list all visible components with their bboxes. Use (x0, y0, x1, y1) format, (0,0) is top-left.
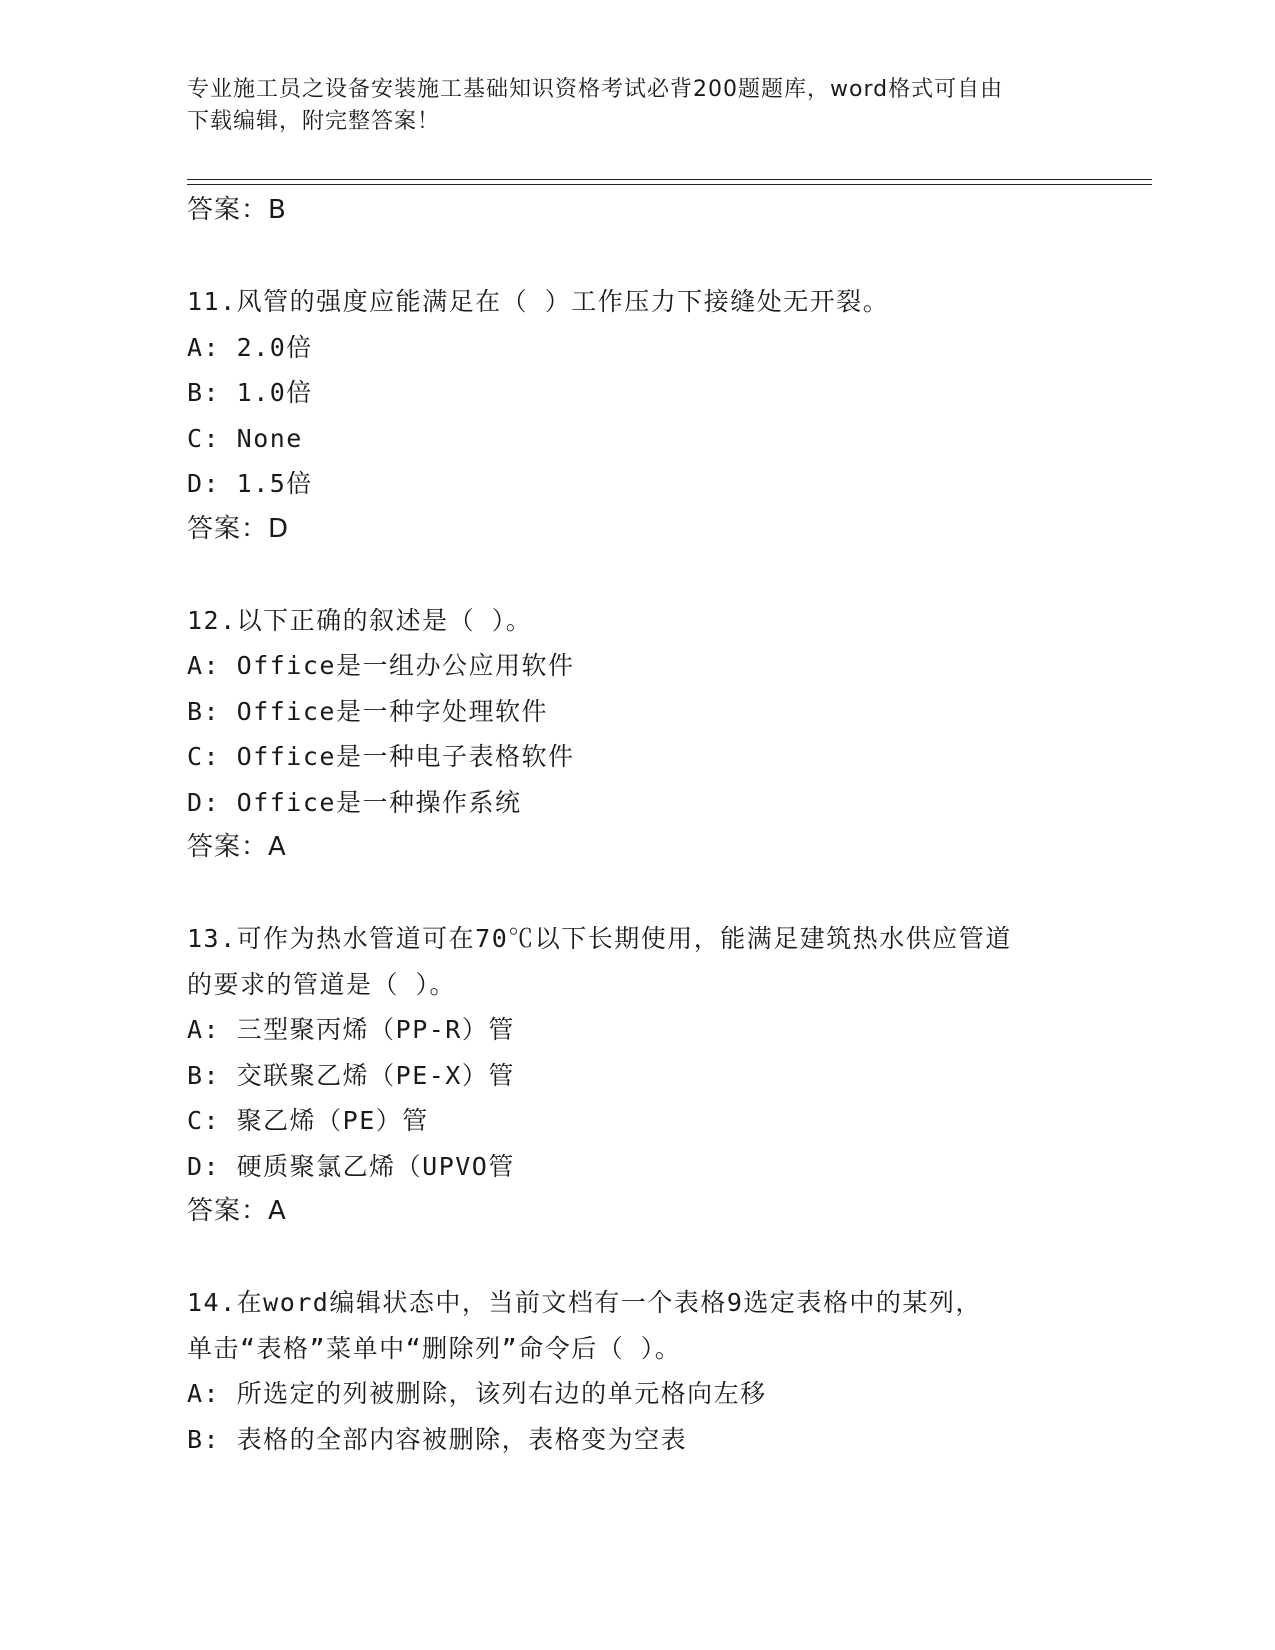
option-c: C: 聚乙烯（PE）管 (187, 1106, 429, 1135)
question-12 (187, 598, 1087, 871)
spacer (187, 871, 1087, 917)
question-11 (187, 279, 1087, 552)
spacer (187, 1235, 1087, 1281)
question-stem-line-1: 13.可作为热水管道可在70℃以下长期使用，能满足建筑热水供应管道 (187, 924, 1012, 953)
question-stem: 12.以下正确的叙述是（ ）。 (187, 605, 533, 635)
option-b: B: 表格的全部内容被删除，表格变为空表 (187, 1424, 688, 1454)
answer-label: 答案：D (187, 513, 290, 544)
option-b: B: 交联聚乙烯（PE-X）管 (187, 1060, 515, 1090)
option-d: D: 硬质聚氯乙烯（UPVO管 (187, 1151, 515, 1181)
spacer (187, 234, 1087, 280)
question-stem-line-1: 14.在word编辑状态中，当前文档有一个表格9选定表格中的某列， (187, 1288, 982, 1317)
previous-answer: 答案：B (187, 195, 287, 225)
header-title-line-1: 专业施工员之设备安装施工基础知识资格考试必背200题题库，word格式可自由 (187, 77, 1004, 102)
spacer (187, 552, 1087, 598)
option-a: A: 2.0倍 (187, 332, 313, 362)
question-stem: 11.风管的强度应能满足在（ ）工作压力下接缝处无开裂。 (187, 287, 890, 316)
option-d: D: 1.5倍 (187, 469, 313, 498)
option-c: C: Office是一种电子表格软件 (187, 742, 575, 771)
question-list (187, 190, 1087, 1462)
option-a: A: 三型聚丙烯（PP-R）管 (187, 1015, 515, 1044)
option-c: C: None (187, 423, 303, 453)
answer-label: 答案：A (187, 832, 287, 862)
option-a: A: 所选定的列被删除，该列右边的单元格向左移 (187, 1379, 767, 1408)
question-13 (187, 916, 1087, 1235)
question-stem-line-2: 的要求的管道是（ ）。 (187, 969, 457, 999)
header-divider-top (187, 179, 1152, 180)
option-b: B: Office是一种字处理软件 (187, 696, 548, 726)
header-divider-bottom (187, 184, 1152, 185)
question-stem-line-2: 单击“表格”菜单中“删除列”命令后（ ）。 (187, 1333, 682, 1363)
document-header (187, 74, 1087, 138)
option-d: D: Office是一种操作系统 (187, 787, 522, 817)
question-14 (187, 1280, 1087, 1462)
header-title-line-2: 下载编辑，附完整答案！ (187, 109, 441, 134)
answer-label: 答案：A (187, 1196, 287, 1226)
option-b: B: 1.0倍 (187, 378, 313, 407)
option-a: A: Office是一组办公应用软件 (187, 651, 575, 680)
